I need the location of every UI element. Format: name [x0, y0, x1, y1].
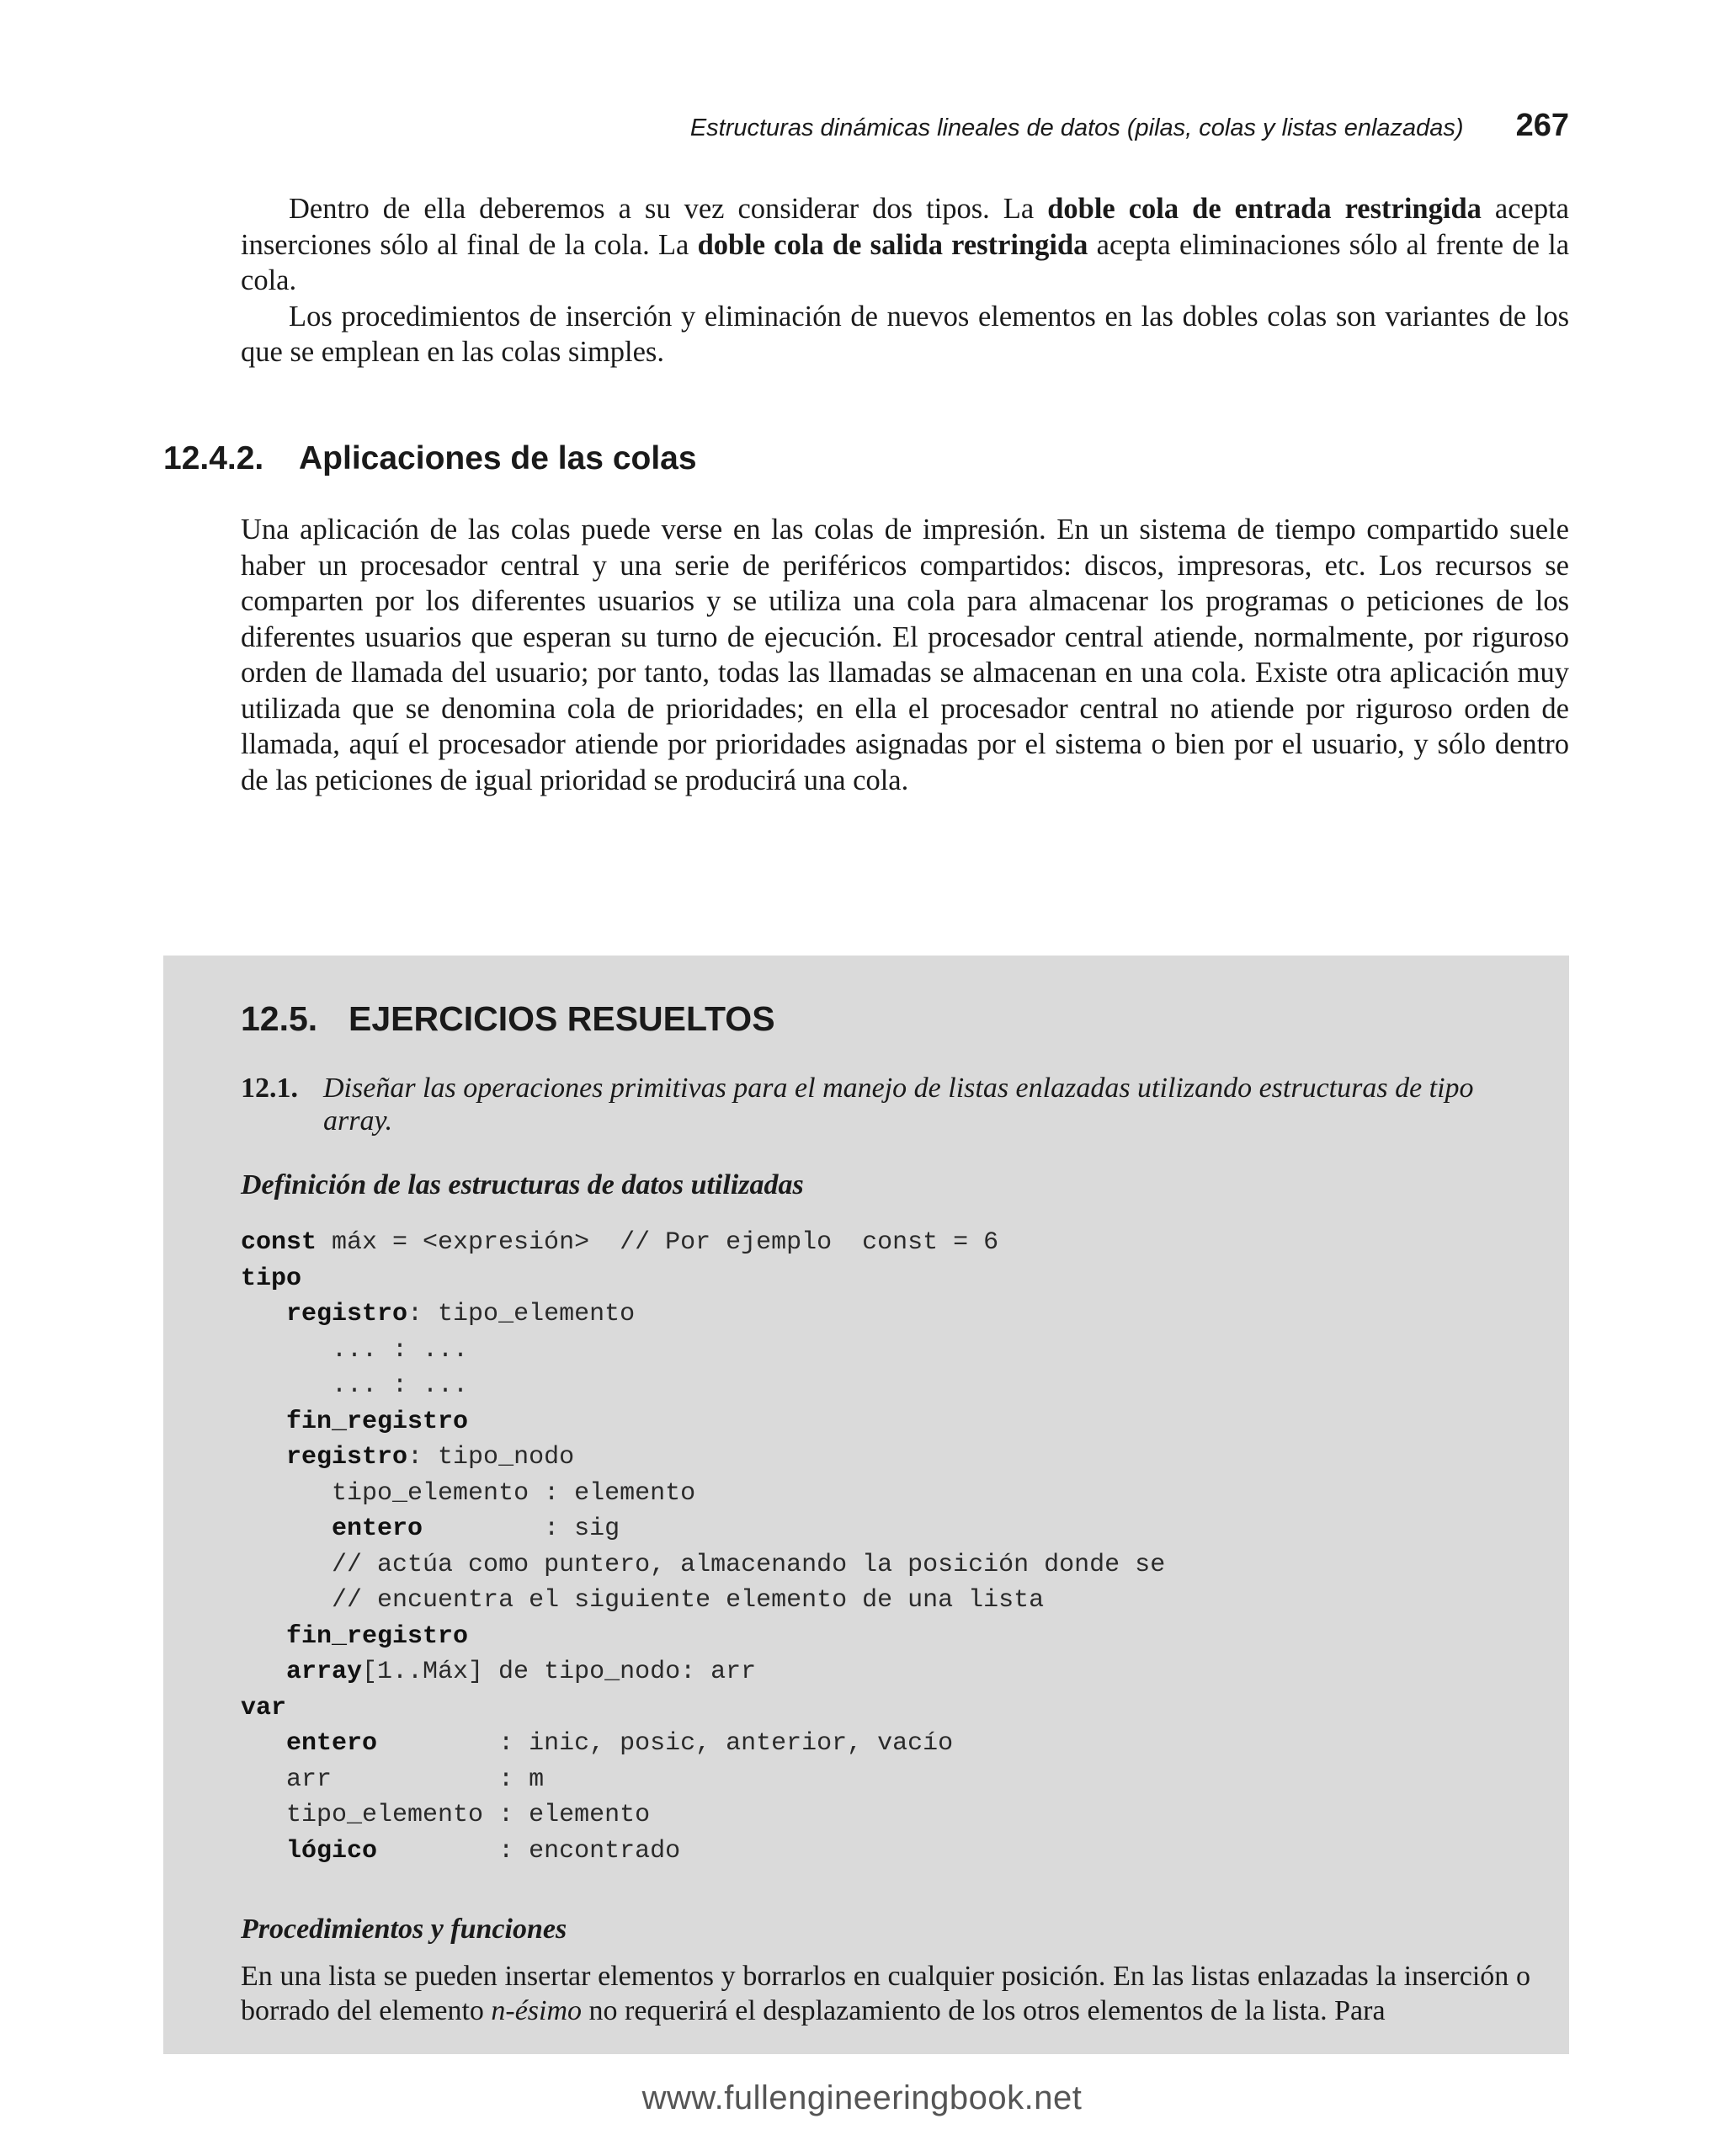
running-title: Estructuras dinámicas lineales de datos (pilas, colas y listas enlazadas) [689, 114, 1464, 141]
code-line: tipo_elemento : elemento [286, 1801, 651, 1829]
code-keyword: entero [332, 1515, 423, 1543]
code-line: ... : ... [332, 1335, 469, 1365]
code-line [241, 1619, 1165, 1655]
code-line: arr : m [286, 1765, 545, 1794]
code-line: // actúa como puntero, almacenando la posición donde se [332, 1550, 1166, 1579]
code-line [241, 1690, 1165, 1727]
section-paragraph: Una aplicación de las colas puede verse en las colas de impresión. En un sistema de tiempo compartido suele haber un procesador central y una serie de periféricos compartidos: discos, impresoras, etc. Los recursos se comparten por los diferentes usuarios y se utiliza una cola para almacenar los programas o peticiones de los diferentes usuarios que esperan su turno de ejecución. El procesador central atiende, normalmente, por riguroso orden de llamada del usuario; por tanto, todas las llamadas se almacenan en una cola. Existe otra aplicación muy utilizada que se denomina cola de prioridades; en ella el procesador central no atiende por riguroso orden de llamada, aquí el procesador atiende por prioridades asignadas por el sistema o bien por el usuario, y sólo dentro de las peticiones de igual prioridad se producirá una cola. [241, 514, 1569, 796]
code-keyword: fin_registro [286, 1621, 469, 1651]
exercise-item [241, 1072, 1530, 1137]
code-line: array[1..Máx] de tipo_nodo: arr [286, 1658, 757, 1686]
section-number: 12.4.2. [163, 440, 264, 476]
code-keyword: var [241, 1693, 287, 1722]
section-title: Aplicaciones de las colas [299, 440, 697, 476]
code-keyword: registro [286, 1300, 408, 1328]
intro-paragraph-2: Los procedimientos de inserción y eliminación de nuevos elementos en las dobles colas son variantes de los que se emplean en las colas simples. [241, 300, 1569, 368]
code-line: entero : inic, posic, anterior, vacío [286, 1729, 954, 1758]
procedures-paragraph: En una lista se pueden insertar elementos y borrarlos en cualquier posición. En las listas enlazadas la inserción o borrado del elemento n-ésimo no requerirá el desplazamiento de los otros elementos de la lista. Para [241, 1961, 1530, 2026]
code-keyword: entero [286, 1729, 378, 1758]
exercises-number: 12.5. [241, 999, 318, 1038]
code-line: ... : ... [332, 1371, 469, 1400]
intro-paragraph-1: Dentro de ella deberemos a su vez considerar dos tipos. La doble cola de entrada restringida acepta inserciones sólo al final de la cola. La doble cola de salida restringida acepta eliminaciones sólo al frente de la cola. [241, 193, 1570, 296]
code-line [241, 1261, 1165, 1297]
term-entrada-restringida: doble cola de entrada restringida [1047, 193, 1482, 225]
code-line: registro: tipo_elemento [286, 1300, 636, 1328]
code-line: registro: tipo_nodo [286, 1443, 575, 1472]
exercise-number: 12.1. [241, 1073, 298, 1104]
code-line: lógico : encontrado [286, 1836, 681, 1866]
exercises-box [163, 956, 1569, 2054]
term-n-esimo: n-ésimo [491, 1995, 583, 2026]
page-number: 267 [1515, 108, 1569, 143]
definition-heading: Definición de las estructuras de datos utilizadas [241, 1169, 804, 1200]
code-line: const máx = <expresión> // Por ejemplo const = 6 [241, 1228, 999, 1257]
code-keyword: tipo [241, 1264, 302, 1293]
code-line: tipo_elemento : elemento [332, 1478, 696, 1508]
footer-url: www.fullengineeringbook.net [641, 2079, 1083, 2116]
procedures-heading: Procedimientos y funciones [241, 1914, 567, 1945]
code-line: entero : sig [332, 1515, 620, 1543]
code-keyword: const [241, 1228, 317, 1257]
code-listing [241, 1225, 1165, 1869]
code-keyword: lógico [286, 1836, 378, 1866]
exercises-heading [241, 999, 775, 1039]
exercise-statement: Diseñar las operaciones primitivas para el manejo de listas enlazadas utilizando estructuras de tipo array. [323, 1073, 1474, 1137]
code-line [241, 1404, 1165, 1440]
code-keyword: array [286, 1658, 363, 1686]
section-heading [163, 440, 697, 477]
code-keyword: fin_registro [286, 1407, 469, 1436]
intro-block [241, 191, 1569, 370]
code-line: // encuentra el siguiente elemento de una lista [332, 1586, 1045, 1615]
code-keyword: registro [286, 1443, 408, 1472]
exercises-title: EJERCICIOS RESUELTOS [349, 999, 775, 1038]
section-body [241, 512, 1569, 798]
running-header [0, 108, 1569, 144]
term-salida-restringida: doble cola de salida restringida [697, 228, 1088, 261]
